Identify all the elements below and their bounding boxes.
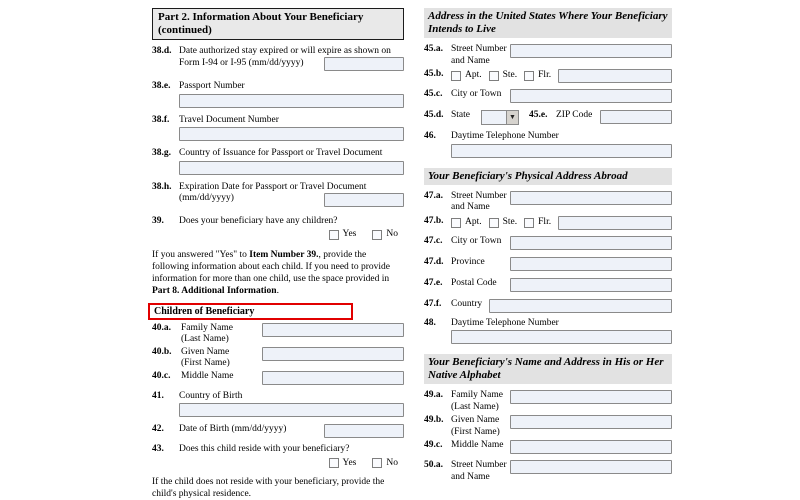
state-select-value[interactable] bbox=[481, 110, 506, 125]
part2-title: Part 2. Information About Your Beneficiary bbox=[158, 11, 364, 23]
form-right-column bbox=[424, 8, 672, 483]
note-text: If you answered "Yes" to bbox=[152, 249, 250, 260]
item-47b bbox=[424, 216, 672, 230]
item-50a-number: 50.a. bbox=[424, 460, 443, 470]
item-38f-label: Travel Document Number bbox=[179, 114, 279, 125]
field-50a-input[interactable] bbox=[510, 460, 672, 474]
item-43 bbox=[152, 444, 404, 469]
item-49c bbox=[424, 440, 672, 454]
item-38g bbox=[152, 148, 404, 175]
item-40c bbox=[152, 371, 404, 385]
checkbox-45b-apt[interactable] bbox=[451, 71, 461, 81]
checkbox-43-no[interactable] bbox=[372, 458, 382, 468]
item-38d-label: Date authorized stay expired or will expire as shown on Form I-94 or I-95 (mm/dd/yyyy) bbox=[179, 46, 391, 68]
checkbox-43-yes-label: Yes bbox=[342, 457, 357, 468]
item-45c-number: 45.c. bbox=[424, 89, 443, 99]
part2-header bbox=[152, 8, 404, 40]
field-40a-input[interactable] bbox=[262, 323, 404, 337]
note-child-residence: If the child does not reside with your beneficiary, provide the child's physical residence. bbox=[152, 477, 385, 500]
field-49b-input[interactable] bbox=[510, 415, 672, 429]
item-47a-number: 47.a. bbox=[424, 190, 443, 201]
checkbox-47b-apt[interactable] bbox=[451, 218, 461, 228]
item-47e-label: Postal Code bbox=[451, 277, 497, 288]
checkbox-43-no-label: No bbox=[386, 457, 398, 468]
field-47e-input[interactable] bbox=[510, 278, 672, 292]
item-47d-number: 47.d. bbox=[424, 256, 444, 267]
checkbox-47b-flr-label: Flr. bbox=[538, 216, 552, 227]
item-46-label: Daytime Telephone Number bbox=[451, 131, 559, 141]
item-43-label: Does this child reside with your beneficiary? bbox=[179, 444, 350, 455]
item-38e-number: 38.e. bbox=[152, 81, 171, 91]
field-38g-input[interactable] bbox=[179, 161, 404, 175]
checkbox-47b-flr[interactable] bbox=[524, 218, 534, 228]
item-39-label: Does your beneficiary have any children? bbox=[179, 215, 338, 226]
item-39 bbox=[152, 216, 404, 241]
field-46-input[interactable] bbox=[451, 144, 672, 158]
item-49a-label: Family Name (Last Name) bbox=[451, 390, 503, 412]
item-40c-label: Middle Name bbox=[181, 370, 234, 381]
checkbox-39-yes-label: Yes bbox=[342, 229, 357, 239]
item-47e bbox=[424, 278, 672, 292]
checkbox-47b-apt-label: Apt. bbox=[465, 216, 482, 227]
item-50a-label: Street Number and Name bbox=[451, 460, 507, 482]
item-38e-label: Passport Number bbox=[179, 81, 245, 91]
note-bold-part8: Part 8. Additional Information bbox=[152, 286, 277, 297]
field-49a-input[interactable] bbox=[510, 390, 672, 404]
item-49a-number: 49.a. bbox=[424, 390, 443, 400]
field-38d-input[interactable] bbox=[324, 57, 404, 71]
item-49b bbox=[424, 415, 672, 438]
item-46-number: 46. bbox=[424, 131, 436, 141]
item-45c-label: City or Town bbox=[451, 89, 502, 99]
item-40a-label: Family Name (Last Name) bbox=[181, 322, 233, 345]
item-38d-number: 38.d. bbox=[152, 46, 172, 56]
children-of-beneficiary-header: Children of Beneficiary bbox=[154, 305, 255, 317]
item-48-number: 48. bbox=[424, 317, 436, 328]
section-header-us-address: Address in the United States Where Your Beneficiary Intends to Live bbox=[424, 8, 672, 38]
field-48-input[interactable] bbox=[451, 330, 672, 344]
form-left-column bbox=[152, 8, 404, 500]
item-40c-number: 40.c. bbox=[152, 370, 171, 381]
checkbox-45b-flr-label: Flr. bbox=[538, 70, 552, 81]
section-header-abroad-address: Your Beneficiary's Physical Address Abroad bbox=[424, 168, 672, 185]
checkbox-39-no-label: No bbox=[386, 229, 398, 239]
item-47d-label: Province bbox=[451, 256, 485, 267]
item-45a-label: Street Number and Name bbox=[451, 44, 507, 66]
field-40b-input[interactable] bbox=[262, 347, 404, 361]
item-47f bbox=[424, 299, 672, 313]
field-45a-input[interactable] bbox=[510, 44, 672, 58]
field-45c-input[interactable] bbox=[510, 89, 672, 103]
chevron-down-icon[interactable]: ▼ bbox=[506, 110, 519, 125]
item-41-label: Country of Birth bbox=[179, 390, 243, 401]
item-45a bbox=[424, 44, 672, 67]
checkbox-45b-apt-label: Apt. bbox=[465, 70, 482, 81]
field-49c-input[interactable] bbox=[510, 440, 672, 454]
note-bold-item-number: Item Number 39. bbox=[249, 249, 319, 260]
item-47c bbox=[424, 236, 672, 250]
checkbox-47b-ste-label: Ste. bbox=[502, 216, 518, 227]
item-40b-number: 40.b. bbox=[152, 346, 172, 357]
item-40b-label: Given Name (First Name) bbox=[181, 346, 230, 369]
item-47b-number: 47.b. bbox=[424, 215, 444, 226]
item-42 bbox=[152, 424, 404, 438]
item-45a-number: 45.a. bbox=[424, 44, 443, 54]
item-38h-number: 38.h. bbox=[152, 181, 172, 192]
item-48 bbox=[424, 318, 672, 345]
field-38f-input[interactable] bbox=[179, 127, 404, 141]
item-38f-number: 38.f. bbox=[152, 114, 170, 125]
item-38g-label: Country of Issuance for Passport or Travel Document bbox=[179, 148, 383, 158]
item-45c bbox=[424, 89, 672, 103]
item-49c-number: 49.c. bbox=[424, 440, 443, 450]
item-46 bbox=[424, 131, 672, 158]
item-47c-number: 47.c. bbox=[424, 235, 443, 246]
checkbox-39-yes[interactable] bbox=[329, 230, 339, 240]
item-38f bbox=[152, 115, 404, 142]
field-47f-input[interactable] bbox=[489, 299, 672, 313]
item-40b bbox=[152, 347, 404, 370]
item-38e bbox=[152, 81, 404, 108]
item-49b-number: 49.b. bbox=[424, 415, 444, 425]
field-47a-input[interactable] bbox=[510, 191, 672, 205]
item-42-label: Date of Birth (mm/dd/yyyy) bbox=[179, 424, 287, 435]
item-47a-label: Street Number and Name bbox=[451, 190, 507, 212]
section-header-native-alphabet: Your Beneficiary's Name and Address in His or Her Native Alphabet bbox=[424, 354, 672, 384]
item-47f-label: Country bbox=[451, 298, 483, 309]
state-select[interactable] bbox=[481, 110, 519, 125]
checkbox-45b-ste-label: Ste. bbox=[502, 70, 518, 81]
field-38h-input[interactable] bbox=[324, 193, 404, 207]
children-of-beneficiary-highlight bbox=[148, 303, 353, 320]
item-45d-45e bbox=[424, 110, 672, 125]
field-42-input[interactable] bbox=[324, 424, 404, 438]
field-47c-input[interactable] bbox=[510, 236, 672, 250]
item-45e-label: ZIP Code bbox=[556, 110, 593, 120]
item-38g-number: 38.g. bbox=[152, 148, 171, 158]
checkbox-39-no[interactable] bbox=[372, 230, 382, 240]
item-42-number: 42. bbox=[152, 424, 164, 435]
item-38d bbox=[152, 46, 404, 73]
item-39-number: 39. bbox=[152, 215, 164, 226]
item-38h-label2: (mm/dd/yyyy) bbox=[179, 193, 234, 203]
item-47e-number: 47.e. bbox=[424, 277, 443, 288]
item-40a-number: 40.a. bbox=[152, 322, 171, 333]
item-45d-number: 45.d. bbox=[424, 110, 444, 120]
item-50a bbox=[424, 460, 672, 483]
field-41-input[interactable] bbox=[179, 403, 404, 417]
field-47b-input[interactable] bbox=[558, 216, 672, 230]
item-43-number: 43. bbox=[152, 444, 164, 455]
item-48-label: Daytime Telephone Number bbox=[451, 317, 559, 328]
part2-subtitle: (continued) bbox=[158, 24, 212, 36]
field-47d-input[interactable] bbox=[510, 257, 672, 271]
note-item-39 bbox=[152, 249, 404, 298]
checkbox-47b-ste[interactable] bbox=[489, 218, 499, 228]
item-45d-label: State bbox=[451, 110, 470, 120]
item-47c-label: City or Town bbox=[451, 235, 502, 246]
item-38h-label: Expiration Date for Passport or Travel Document bbox=[179, 181, 367, 192]
checkbox-45b-ste[interactable] bbox=[489, 71, 499, 81]
item-41 bbox=[152, 391, 404, 418]
item-45b-number: 45.b. bbox=[424, 69, 444, 79]
item-40a bbox=[152, 323, 404, 346]
item-41-number: 41. bbox=[152, 390, 164, 401]
item-47d bbox=[424, 257, 672, 271]
item-49b-label: Given Name (First Name) bbox=[451, 415, 500, 437]
item-49a bbox=[424, 390, 672, 413]
item-45b bbox=[424, 69, 672, 83]
checkbox-43-yes[interactable] bbox=[329, 458, 339, 468]
note-text: , provide the following information about each child. If you need to provide information for more than one child, use the space provided in bbox=[152, 249, 390, 285]
note-text: . bbox=[276, 286, 279, 297]
field-40c-input[interactable] bbox=[262, 371, 404, 385]
item-45e-number: 45.e. bbox=[529, 110, 548, 120]
checkbox-45b-flr[interactable] bbox=[524, 71, 534, 81]
item-47a bbox=[424, 191, 672, 214]
item-49c-label: Middle Name bbox=[451, 440, 504, 450]
item-38h bbox=[152, 182, 404, 209]
field-45e-input[interactable] bbox=[600, 110, 672, 124]
field-38e-input[interactable] bbox=[179, 94, 404, 108]
item-47f-number: 47.f. bbox=[424, 298, 442, 309]
field-45b-input[interactable] bbox=[558, 69, 672, 83]
